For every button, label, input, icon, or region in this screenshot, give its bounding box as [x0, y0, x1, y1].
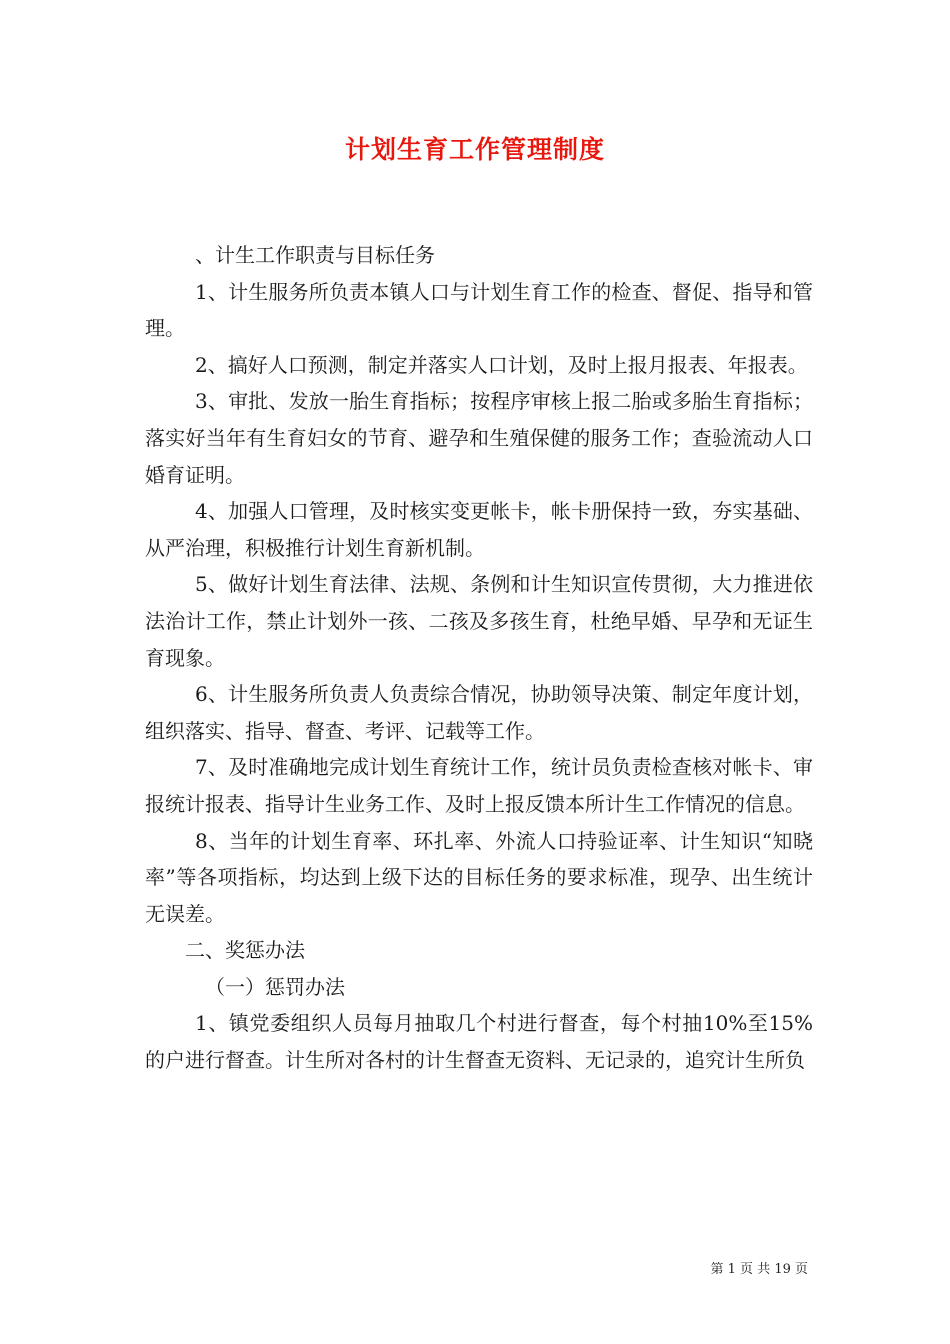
paragraph-item-2: 2、搞好人口预测，制定并落实人口计划，及时上报月报表、年报表。 — [195, 352, 808, 377]
subsection-heading: （一）惩罚办法 — [205, 974, 345, 999]
paragraph-item-7: 7、及时准确地完成计划生育统计工作，统计员负责检查核对帐卡、审报统计报表、指导计生业务工作、及时上报反馈本所计生工作情况的信息。 — [145, 755, 813, 816]
document-body — [145, 237, 813, 1079]
section-heading-1: 、计生工作职责与目标任务 — [195, 243, 435, 267]
paragraph-item-9: 1、镇党委组织人员每月抽取几个村进行督查，每个村抽10%至15%的户进行督查。计生所对各村的计生督查无资料、无记录的，追究计生所负 — [145, 1011, 813, 1073]
paragraph-item-3: 3、审批、发放一胎生育指标；按程序审核上报二胎或多胎生育指标；落实好当年有生育妇女的节育、避孕和生殖保健的服务工作；查验流动人口婚育证明。 — [145, 389, 813, 487]
paragraph-item-4: 4、加强人口管理，及时核实变更帐卡，帐卡册保持一致，夯实基础、从严治理，积极推行计划生育新机制。 — [145, 499, 813, 560]
section-heading-2: 二、奖惩办法 — [185, 938, 305, 963]
paragraph-item-8: 8、当年的计划生育率、环扎率、外流人口持验证率、计生知识“知晓率”等各项指标，均达到上级下达的目标任务的要求标准，现孕、出生统计无误差。 — [145, 828, 813, 926]
paragraph-item-5: 5、做好计划生育法律、法规、条例和计生知识宣传贯彻，大力推进依法治计工作，禁止计划外一孩、二孩及多孩生育，杜绝早婚、早孕和无证生育现象。 — [145, 572, 813, 670]
page-number: 第 1 页 共 19 页 — [710, 1262, 808, 1277]
paragraph-item-1: 1、计生服务所负责本镇人口与计划生育工作的检查、督促、指导和管理。 — [145, 279, 813, 341]
document-title: 计划生育工作管理制度 — [344, 135, 605, 164]
paragraph-item-6: 6、计生服务所负责人负责综合情况，协助领导决策、制定年度计划，组织落实、指导、督查、考评、记载等工作。 — [145, 682, 813, 743]
